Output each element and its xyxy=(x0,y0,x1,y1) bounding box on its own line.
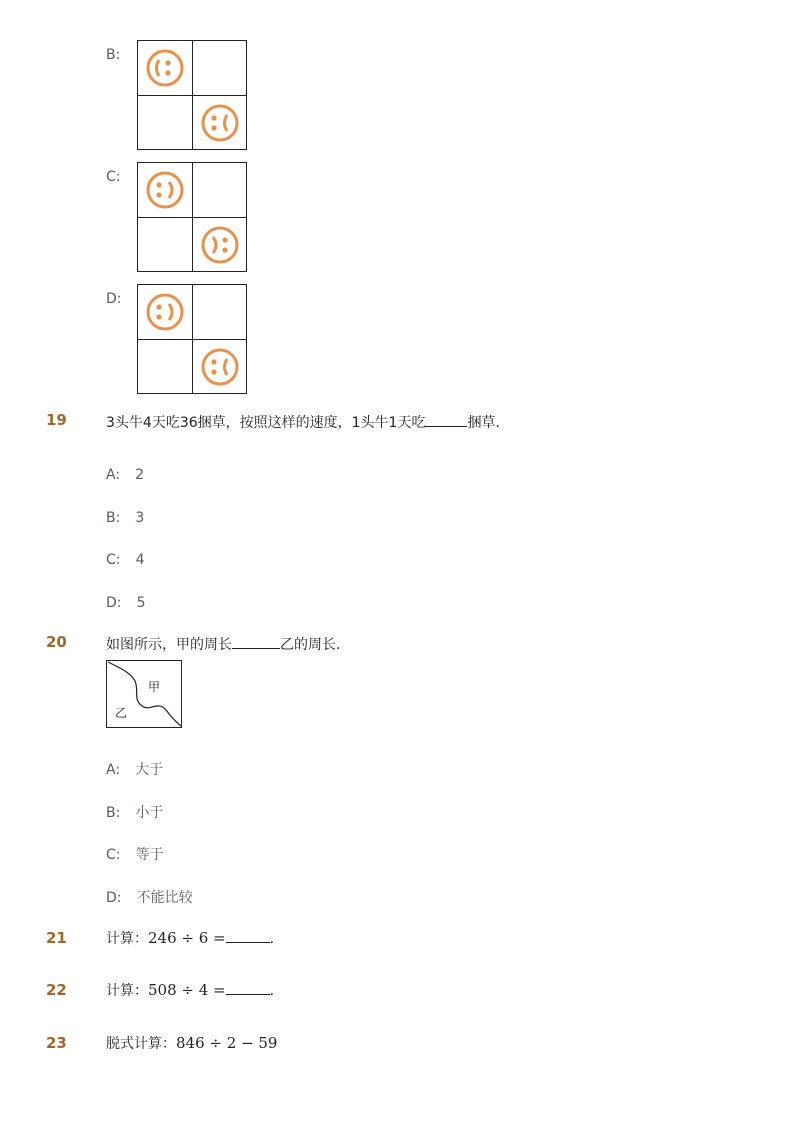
question-number: 23 xyxy=(46,1034,67,1052)
question-text xyxy=(106,634,340,654)
face-icon xyxy=(145,292,185,332)
question-text xyxy=(106,980,274,1000)
option-text: 等于 xyxy=(135,847,164,863)
face-icon xyxy=(200,225,240,265)
question-prefix: 计算： xyxy=(106,931,148,947)
question-suffix: . xyxy=(269,983,275,999)
face-icon xyxy=(145,170,185,210)
option-row[interactable] xyxy=(106,759,163,779)
option-label-b: B: xyxy=(106,47,121,63)
option-row[interactable] xyxy=(106,887,193,907)
option-row[interactable] xyxy=(106,592,146,611)
option-row[interactable] xyxy=(106,844,164,864)
option-text: 2 xyxy=(135,467,145,483)
question-number: 20 xyxy=(46,633,67,651)
question-text-before: 如图所示，甲的周长 xyxy=(106,637,232,653)
question-text xyxy=(106,412,500,432)
option-label: A: xyxy=(106,467,121,483)
option-text: 4 xyxy=(135,552,145,568)
question-suffix: . xyxy=(269,931,275,947)
answer-blank[interactable] xyxy=(226,994,270,995)
option-label: D: xyxy=(106,890,122,906)
question-text xyxy=(106,928,274,948)
option-label: B: xyxy=(106,805,121,821)
face-icon xyxy=(200,103,240,143)
question-number: 21 xyxy=(46,929,67,947)
option-text: 5 xyxy=(136,595,146,611)
perimeter-figure xyxy=(106,660,182,728)
option-label: B: xyxy=(106,510,121,526)
question-prefix: 脱式计算： xyxy=(106,1036,176,1052)
answer-blank[interactable] xyxy=(425,426,467,427)
option-row[interactable] xyxy=(106,507,144,526)
face-icon xyxy=(145,48,185,88)
question-number: 22 xyxy=(46,981,67,999)
option-row[interactable] xyxy=(106,802,163,822)
question-text xyxy=(106,1033,277,1053)
figure-label-jia: 甲 xyxy=(148,680,161,694)
face-icon xyxy=(200,347,240,387)
option-row[interactable] xyxy=(106,464,144,483)
option-b-grid[interactable] xyxy=(137,40,247,150)
math-expression: 246 ÷ 6 = xyxy=(148,929,226,947)
option-c-grid[interactable] xyxy=(137,162,247,272)
answer-blank[interactable] xyxy=(226,942,270,943)
option-text: 小于 xyxy=(135,805,164,821)
option-label: C: xyxy=(106,552,121,568)
option-label-c: C: xyxy=(106,169,121,185)
question-prefix: 计算： xyxy=(106,983,148,999)
option-row[interactable] xyxy=(106,549,145,568)
question-text-before: 3头牛4天吃36捆草，按照这样的速度，1头牛1天吃 xyxy=(106,415,426,431)
option-text: 大于 xyxy=(135,762,164,778)
option-text: 不能比较 xyxy=(136,890,193,906)
figure-label-yi: 乙 xyxy=(115,706,128,720)
question-number: 19 xyxy=(46,411,67,429)
math-expression: 508 ÷ 4 = xyxy=(148,981,226,999)
option-label: A: xyxy=(106,762,121,778)
option-d-grid[interactable] xyxy=(137,284,247,394)
option-label-d: D: xyxy=(106,291,122,307)
question-text-after: 乙的周长. xyxy=(280,637,341,653)
option-text: 3 xyxy=(135,510,145,526)
question-text-after: 捆草. xyxy=(467,415,500,431)
option-label: C: xyxy=(106,847,121,863)
math-expression: 846 ÷ 2 − 59 xyxy=(176,1034,278,1052)
answer-blank[interactable] xyxy=(232,648,280,649)
option-label: D: xyxy=(106,595,122,611)
